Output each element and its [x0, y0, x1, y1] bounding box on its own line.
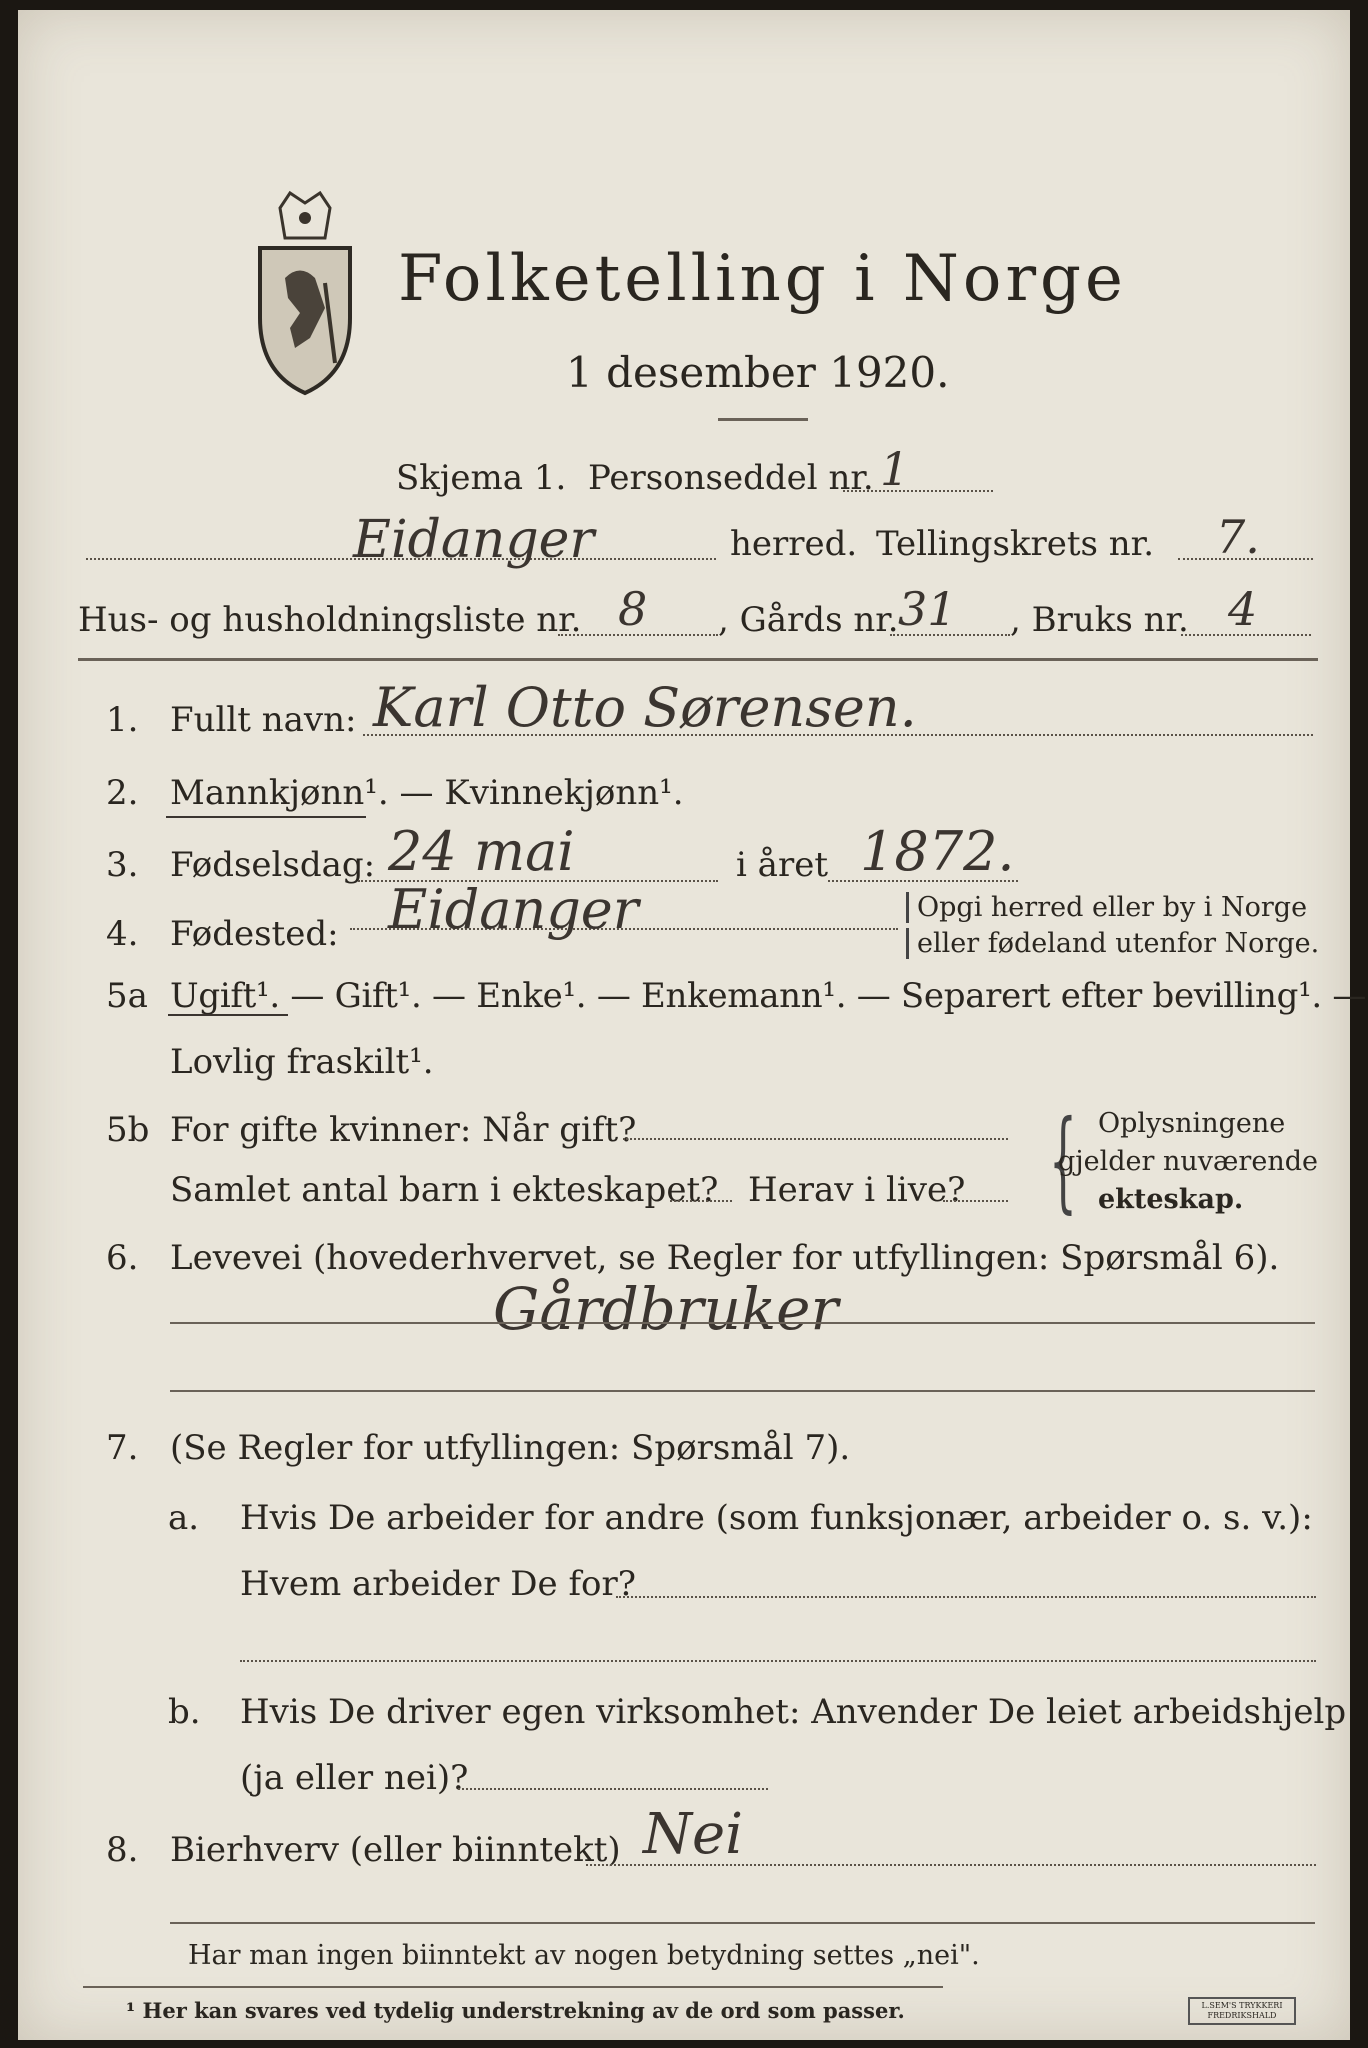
q6-line1	[170, 1322, 1315, 1324]
hus-value[interactable]: 8	[618, 582, 648, 636]
q5b-label3: Herav i live?	[748, 1170, 966, 1210]
full-name-value[interactable]: Karl Otto Sørensen.	[373, 676, 917, 739]
q7b-label: Hvis De driver egen virksomhet: Anvender De leiet arbeidshjelp	[240, 1692, 1347, 1732]
title-divider	[718, 418, 808, 421]
q1-number: 1.	[106, 700, 139, 740]
printer-stamp: L.SEM'S TRYKKERI FREDRIKSHALD	[1188, 1997, 1296, 2025]
q2-underline	[166, 816, 366, 818]
q2-label: Mannkjønn¹. — Kvinnekjønn¹.	[170, 773, 684, 813]
gards-label: , Gårds nr.	[718, 600, 899, 640]
q5a-number: 5a	[106, 976, 148, 1016]
q3-number: 3.	[106, 845, 139, 885]
q4-label: Fødested:	[170, 914, 339, 954]
q5a-underline	[168, 1014, 288, 1016]
hus-label: Hus- og husholdningsliste nr.	[78, 600, 582, 640]
gards-value[interactable]: 31	[898, 582, 957, 636]
q4-note-line2: eller fødeland utenfor Norge.	[906, 928, 1319, 959]
q6-label: Levevei (hovederhvervet, se Regler for utfyllingen: Spørsmål 6).	[170, 1238, 1280, 1278]
side-income-value[interactable]: Nei	[643, 1802, 744, 1867]
q5b-note3: ekteskap.	[1098, 1184, 1244, 1215]
q7-number: 7.	[106, 1428, 139, 1468]
q3-label: Fødselsdag:	[170, 845, 376, 885]
q5b-married-line	[623, 1138, 1008, 1140]
q8-number: 8.	[106, 1830, 139, 1870]
q5b-label: For gifte kvinner: Når gift?	[170, 1110, 637, 1150]
herred-label: herred.	[730, 524, 858, 564]
q5b-alive-line	[943, 1200, 1008, 1202]
q7a-label2: Hvem arbeider De for?	[240, 1564, 636, 1604]
birthplace-value[interactable]: Eidanger	[388, 878, 639, 941]
q4-number: 4.	[106, 914, 139, 954]
q5a-label: Ugift¹. — Gift¹. — Enke¹. — Enkemann¹. — Separert efter bevilling¹. —	[170, 976, 1367, 1016]
herred-value[interactable]: Eidanger	[353, 510, 595, 570]
q5a-label2: Lovlig fraskilt¹.	[170, 1042, 434, 1082]
q7a-line	[616, 1596, 1316, 1598]
q7-label: (Se Regler for utfyllingen: Spørsmål 7).	[170, 1428, 851, 1468]
census-form	[18, 10, 1367, 2040]
bruks-value[interactable]: 4	[1228, 582, 1258, 636]
q7a-number: a.	[168, 1498, 200, 1538]
q4-note-line1: Opgi herred eller by i Norge	[906, 892, 1307, 923]
q8-note: Har man ingen biinntekt av nogen betydning settes „nei".	[188, 1940, 980, 1971]
bruks-label: , Bruks nr.	[1010, 600, 1189, 640]
birth-year-value[interactable]: 1872.	[860, 820, 1015, 883]
q5b-children-line	[670, 1200, 732, 1202]
q7a-label: Hvis De arbeider for andre (som funksjonær, arbeider o. s. v.):	[240, 1498, 1313, 1538]
footnote: ¹ Her kan svares ved tydelig understrekning av de ord som passer.	[126, 1998, 905, 2023]
birthday-value[interactable]: 24 mai	[388, 820, 575, 883]
q5b-label2: Samlet antal barn i ekteskapet?	[170, 1170, 719, 1210]
q5b-note2: gjelder nuværende	[1058, 1146, 1318, 1177]
tellingskrets-value[interactable]: 7.	[1216, 510, 1260, 564]
q2-number: 2.	[106, 773, 139, 813]
q7a-line2	[240, 1660, 1316, 1662]
occupation-value[interactable]: Gårdbruker	[493, 1275, 839, 1343]
form-title: Folketelling i Norge	[398, 242, 1127, 316]
personseddel-line	[843, 490, 993, 492]
q6-line2	[170, 1390, 1315, 1392]
coat-of-arms-icon	[240, 188, 370, 398]
q5b-number: 5b	[106, 1110, 150, 1150]
personseddel-value[interactable]: 1	[880, 442, 910, 496]
q1-label: Fullt navn:	[170, 700, 357, 740]
q3-year-label: i året	[736, 845, 828, 885]
skjema-label: Skjema 1.	[396, 458, 567, 498]
section-divider	[78, 658, 1318, 661]
footnote-divider	[83, 1986, 943, 1988]
census-date: 1 desember 1920.	[566, 348, 950, 397]
q6-number: 6.	[106, 1238, 139, 1278]
q8-label: Bierhverv (eller biinntekt)	[170, 1830, 621, 1870]
q5b-note1: Oplysningene	[1098, 1108, 1286, 1139]
q8-line2	[170, 1922, 1315, 1924]
q7b-line	[458, 1788, 768, 1790]
q5b-brace: {	[1049, 1096, 1077, 1224]
personseddel-label: Personseddel nr.	[588, 458, 874, 498]
q7b-label2: (ja eller nei)?	[240, 1758, 469, 1798]
q7b-number: b.	[168, 1692, 201, 1732]
tellingskrets-label: Tellingskrets nr.	[876, 524, 1155, 564]
